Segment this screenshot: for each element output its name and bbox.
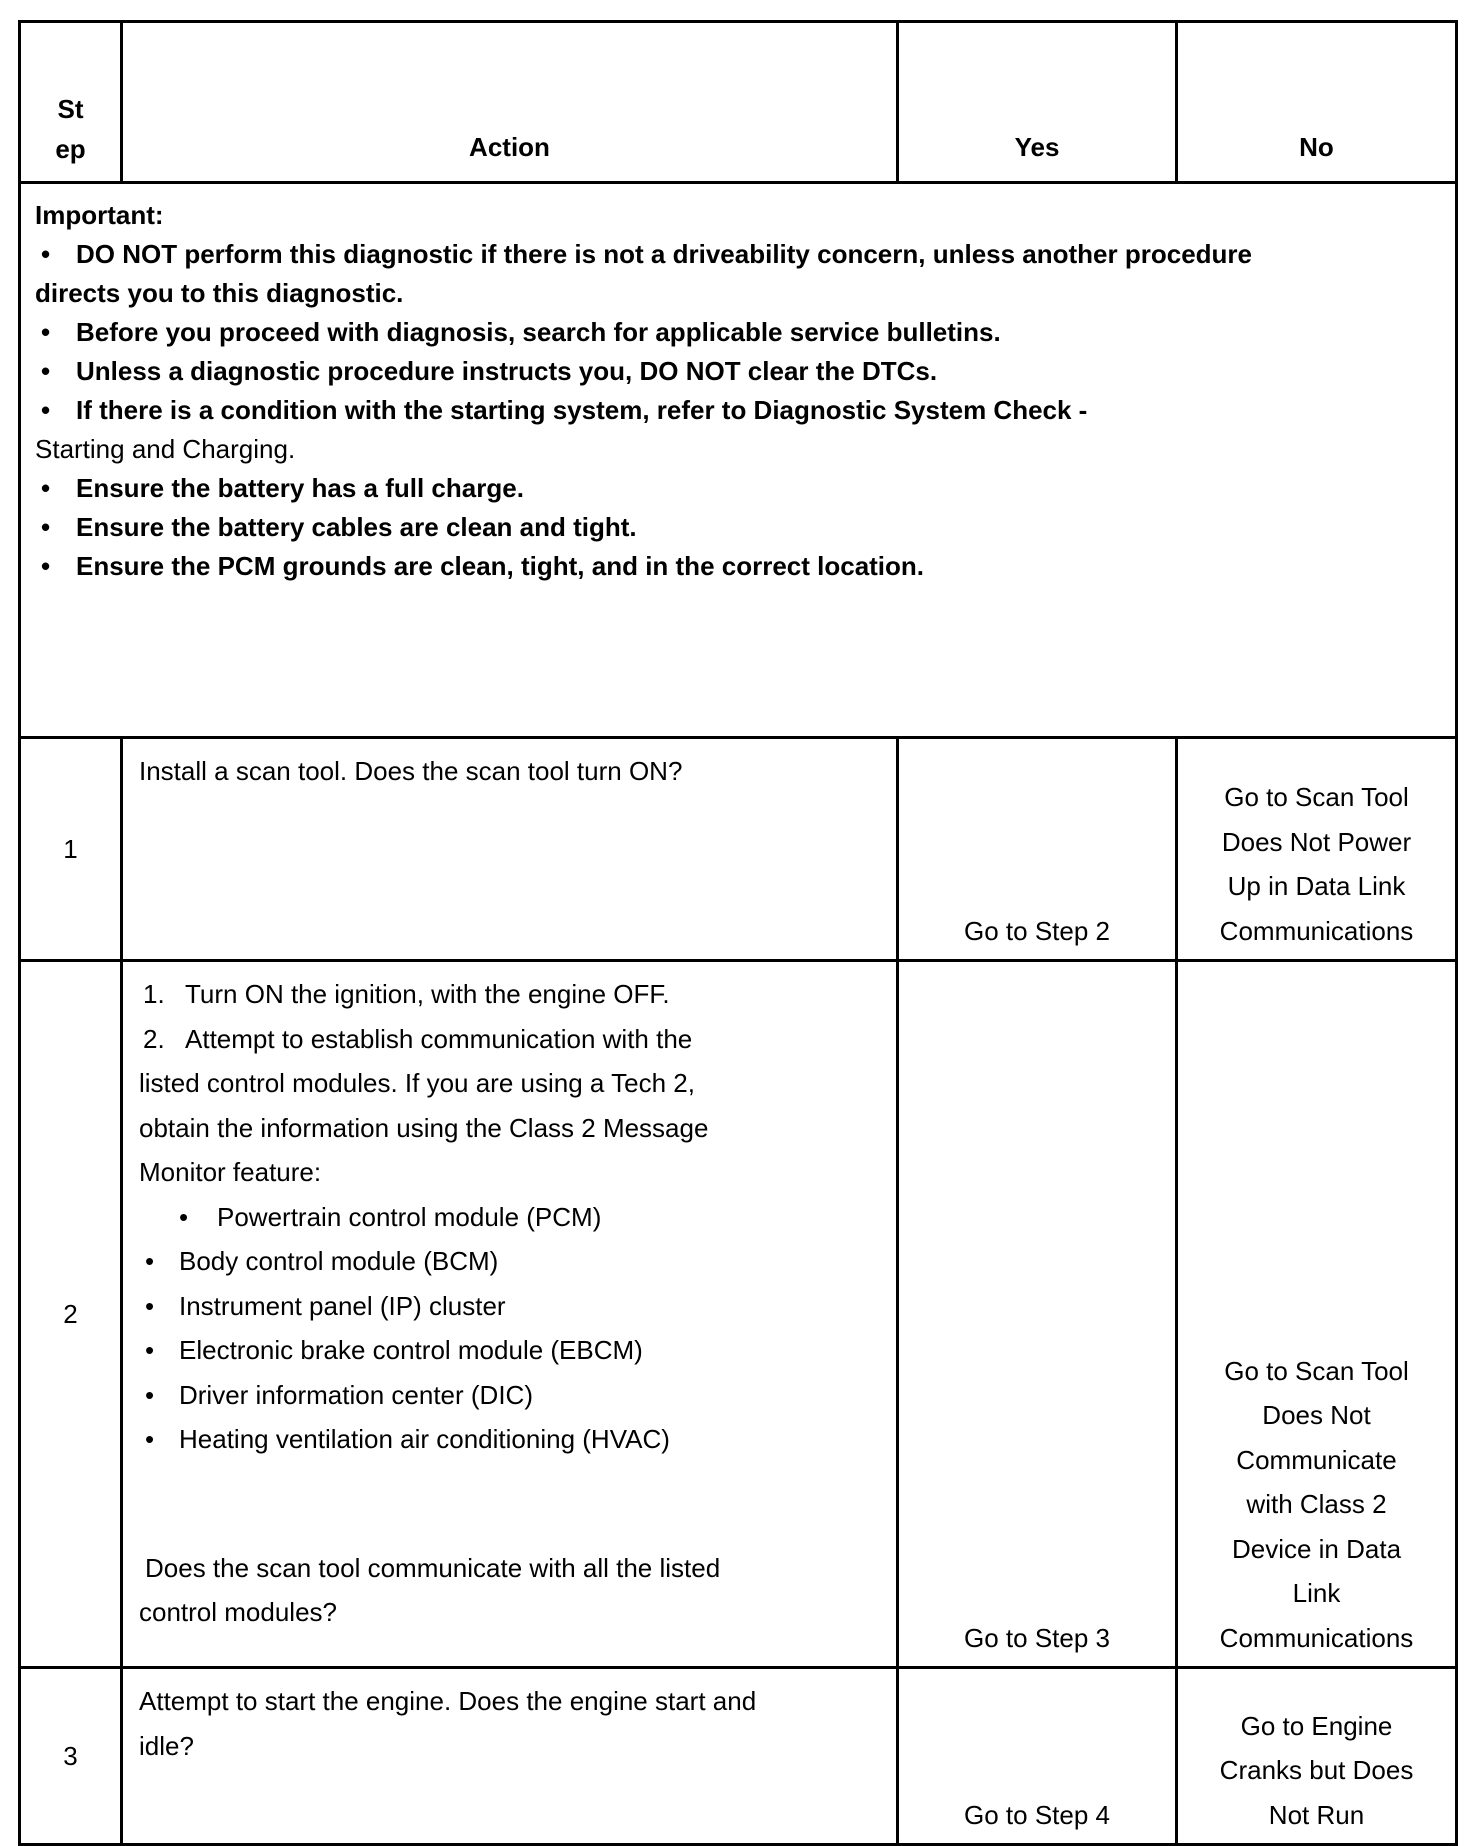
- table-header-row: [20, 22, 1457, 183]
- header-no: No: [1177, 22, 1457, 183]
- bullet-icon: •: [145, 1424, 155, 1454]
- important-row: [20, 183, 1457, 738]
- action-text: Install a scan tool. Does the scan tool turn ON?: [139, 756, 683, 786]
- step-yes: Go to Step 3: [898, 961, 1177, 1668]
- no-line: Communicate: [1236, 1444, 1397, 1475]
- bullet-icon: •: [179, 1201, 189, 1232]
- step-number: 3: [20, 1668, 122, 1845]
- numbered-item: [139, 1017, 880, 1062]
- bullet-icon: •: [145, 1246, 155, 1276]
- no-line: Does Not: [1262, 1400, 1371, 1430]
- important-item-text: If there is a condition with the starting system, refer to Diagnostic System Check -: [76, 395, 1088, 425]
- important-item-text: Ensure the battery cables are clean and tight.: [76, 512, 637, 542]
- important-item-continuation: Starting and Charging.: [35, 434, 296, 464]
- module-item: [139, 1195, 880, 1240]
- important-item: [35, 391, 1441, 430]
- continuation-line: obtain the information using the Class 2 Message: [139, 1112, 709, 1143]
- bullet-icon: •: [145, 1290, 155, 1321]
- item-number: 2.: [143, 1023, 165, 1054]
- numbered-item: [139, 972, 880, 1017]
- bullet-icon: •: [145, 1379, 155, 1410]
- important-item-text: Before you proceed with diagnosis, search for applicable service bulletins.: [76, 317, 1001, 347]
- no-line: Communications: [1219, 1622, 1414, 1653]
- diagnostic-table: [18, 20, 1458, 1846]
- question-line: control modules?: [139, 1597, 337, 1627]
- important-item-text: DO NOT perform this diagnostic if there is not a driveability concern, unless another procedure: [76, 239, 1253, 269]
- header-step: [20, 22, 122, 183]
- module-text: Driver information center (DIC): [179, 1379, 533, 1410]
- module-item: [139, 1239, 880, 1284]
- module-text: Heating ventilation air conditioning (HVAC): [179, 1424, 670, 1454]
- header-action: Action: [122, 22, 898, 183]
- bullet-icon: •: [41, 473, 51, 503]
- no-line: Not Run: [1268, 1799, 1365, 1830]
- bullet-icon: •: [41, 512, 51, 542]
- module-item: [139, 1328, 880, 1373]
- action-text: Attempt to start the engine. Does the engine start and: [139, 1686, 757, 1716]
- important-notes: [20, 183, 1457, 738]
- module-item: [139, 1284, 880, 1329]
- important-item: [35, 313, 1441, 352]
- step-action: [122, 1668, 898, 1845]
- no-line: Cranks but Does: [1219, 1755, 1414, 1785]
- step-yes: Go to Step 4: [898, 1668, 1177, 1845]
- step-no: [1177, 738, 1457, 961]
- bullet-icon: •: [41, 239, 51, 269]
- step-row-3: [20, 1668, 1457, 1845]
- no-line: Go to Scan Tool: [1224, 782, 1409, 812]
- no-line: Device in Data: [1231, 1533, 1402, 1564]
- module-text: Body control module (BCM): [179, 1246, 499, 1276]
- module-text: Instrument panel (IP) cluster: [179, 1290, 506, 1321]
- item-text: Turn ON the ignition, with the engine OFF.: [185, 979, 670, 1009]
- no-line: Go to Scan Tool: [1224, 1355, 1409, 1386]
- no-line: Go to Engine: [1240, 1710, 1393, 1741]
- important-title: Important:: [35, 200, 164, 230]
- important-item: [35, 547, 1441, 586]
- step-row-1: [20, 738, 1457, 961]
- bullet-icon: •: [41, 317, 51, 347]
- step-yes: Go to Step 2: [898, 738, 1177, 961]
- step-number: 2: [20, 961, 122, 1668]
- step-action: [122, 738, 898, 961]
- action-text: idle?: [139, 1730, 194, 1761]
- bullet-icon: •: [41, 551, 51, 581]
- spacer: [139, 1462, 880, 1546]
- question-line: Does the scan tool communicate with all the listed: [145, 1552, 721, 1583]
- no-line: with Class 2: [1246, 1489, 1387, 1519]
- important-item: [35, 508, 1441, 547]
- item-text: Attempt to establish communication with the: [185, 1023, 693, 1054]
- bullet-icon: •: [41, 395, 51, 425]
- important-item: [35, 469, 1441, 508]
- important-item-text: Ensure the PCM grounds are clean, tight, and in the correct location.: [76, 551, 925, 581]
- important-item: [35, 235, 1441, 274]
- item-number: 1.: [143, 979, 165, 1009]
- module-item: [139, 1417, 880, 1462]
- module-text: Electronic brake control module (EBCM): [179, 1335, 643, 1365]
- bullet-icon: •: [41, 356, 51, 386]
- continuation-line: listed control modules. If you are using a Tech 2,: [139, 1068, 695, 1098]
- step-number: 1: [20, 738, 122, 961]
- step-action: [122, 961, 898, 1668]
- module-text: Powertrain control module (PCM): [217, 1201, 602, 1232]
- important-item-text: Unless a diagnostic procedure instructs you, DO NOT clear the DTCs.: [76, 356, 938, 386]
- continuation-line: Monitor feature:: [139, 1157, 322, 1187]
- important-item-continuation: directs you to this diagnostic.: [35, 278, 404, 308]
- header-yes: Yes: [898, 22, 1177, 183]
- bullet-icon: •: [145, 1335, 155, 1365]
- no-line: Does Not Power: [1221, 826, 1412, 857]
- important-item-text: Ensure the battery has a full charge.: [76, 473, 524, 503]
- header-step-line1: St: [57, 94, 84, 124]
- step-no: [1177, 1668, 1457, 1845]
- step-row-2: [20, 961, 1457, 1668]
- no-line: Communications: [1219, 915, 1414, 946]
- header-step-line2: ep: [55, 134, 86, 164]
- important-item: [35, 352, 1441, 391]
- no-line: Up in Data Link: [1227, 871, 1406, 901]
- no-line: Link: [1292, 1578, 1341, 1608]
- step-no: [1177, 961, 1457, 1668]
- module-item: [139, 1373, 880, 1418]
